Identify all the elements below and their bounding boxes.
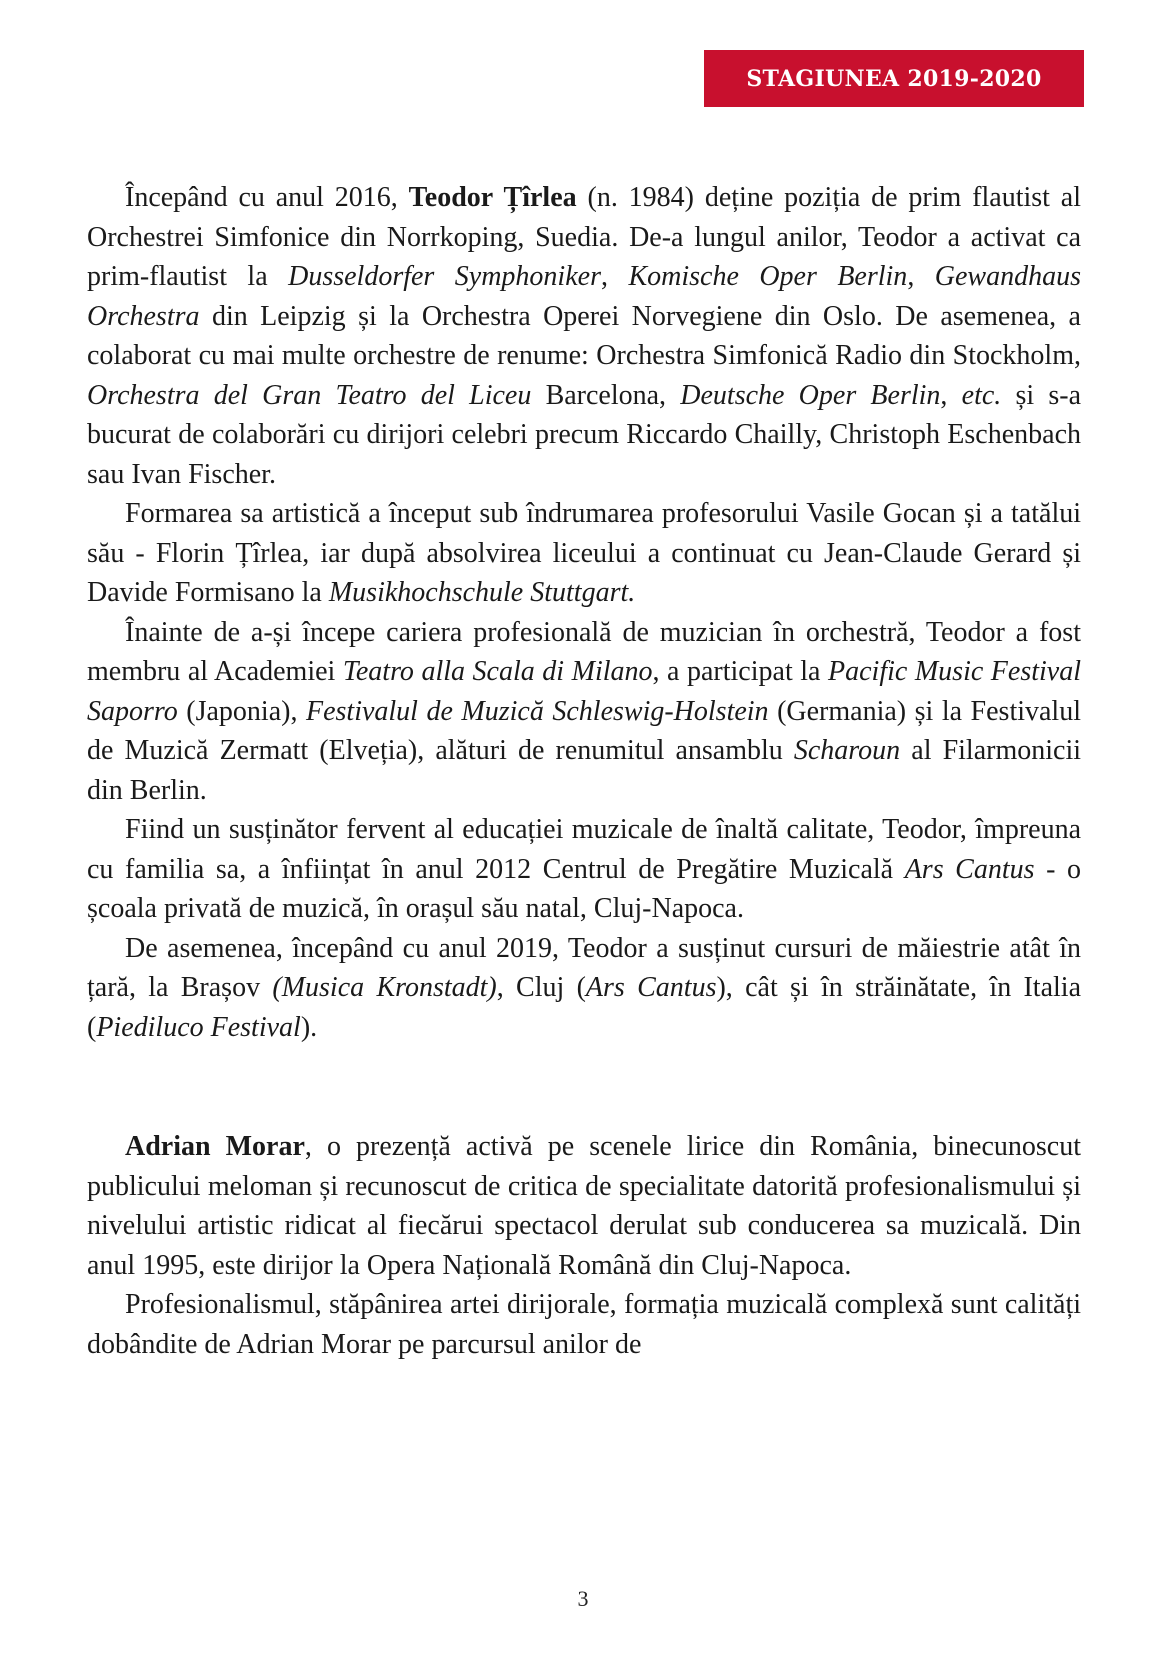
season-banner-text: STAGIUNEA 2019-2020 bbox=[746, 65, 1042, 92]
bio-tirlea-paragraph-1 bbox=[87, 178, 1081, 494]
artist-name-morar: Adrian Morar bbox=[125, 1131, 305, 1162]
text-run: Înainte de a-și începe cariera profesională de muzician în orchestră, Teodor a fost membru al Academiei bbox=[87, 616, 1081, 687]
festival-name: Festivalul de Muzică Schleswig-Holstein bbox=[305, 695, 769, 727]
text-run: al Filarmonicii din Berlin. bbox=[87, 735, 1082, 806]
festival-name: (Musica Kronstadt) bbox=[272, 972, 497, 1003]
school-name: Ars Cantus bbox=[904, 853, 1035, 885]
text-run: (n. 1984) deține poziția de prim flautist al Orchestrei Simfonice din Norrkoping, Suedia. De-a lungul anilor, Teodor a activat ca prim-flautist la bbox=[87, 182, 1081, 292]
bio-tirlea-paragraph-5 bbox=[87, 929, 1081, 1048]
page-number: 3 bbox=[577, 1586, 589, 1611]
page-body bbox=[87, 178, 1081, 1364]
text-run: și s-a bucurat de colaborări cu dirijori celebri precum Riccardo Chailly, Christoph Eschenbach sau Ivan Fischer. bbox=[87, 379, 1082, 490]
text-run: , bbox=[600, 261, 629, 292]
bio-tirlea-paragraph-2 bbox=[87, 494, 1081, 613]
text-run: - o școala privată de muzică, în orașul său natal, Cluj-Napoca. bbox=[87, 853, 1081, 924]
text-run: ). bbox=[300, 1011, 318, 1043]
text-run: Profesionalismul, stăpânirea artei dirijorale, formația muzicală complexă sunt calități dobândite de Adrian Morar pe parcursul anilor de bbox=[87, 1289, 1081, 1360]
text-run: Fiind un susținător fervent al educației muzicale de înaltă calitate, Teodor, împreuna cu familia sa, a înființat în anul 2012 Centrul de Pregătire Muzicală bbox=[87, 814, 1081, 885]
school-name: Musikhochschule Stuttgart. bbox=[328, 577, 636, 608]
text-run: , Cluj ( bbox=[496, 972, 586, 1003]
text-run: , bbox=[940, 379, 962, 411]
text-run: , bbox=[907, 261, 935, 292]
text-run: din Leipzig și la Orchestra Operei Norvegiene din Oslo. De asemenea, a colaborat cu mai multe orchestre de renume: Orchestra Simfonică Radio din Stockholm, bbox=[87, 300, 1081, 371]
bio-tirlea-paragraph-4 bbox=[87, 810, 1081, 929]
artist-name-tirlea: Teodor Țîrlea bbox=[408, 182, 577, 213]
text-run-italic: etc. bbox=[961, 379, 1002, 411]
text-run: (Germania) și la Festivalul de Muzică Zermatt (Elveția), alături de renumitul ansamblu bbox=[87, 695, 1081, 766]
bio-morar-paragraph-2 bbox=[87, 1285, 1081, 1364]
school-name: Ars Cantus bbox=[585, 972, 717, 1003]
ensemble-name: Scharoun bbox=[793, 735, 901, 766]
text-run: , a participat la bbox=[652, 656, 829, 687]
text-run: Începând cu anul 2016, bbox=[125, 182, 409, 213]
orchestra-name: Dusseldorfer Symphoniker bbox=[288, 261, 601, 292]
festival-name: Piediluco Festival bbox=[96, 1011, 301, 1043]
orchestra-name: Gewandhaus Orchestra bbox=[87, 261, 1082, 332]
academy-name: Teatro alla Scala di Milano bbox=[342, 656, 653, 687]
text-run: (Japonia), bbox=[177, 695, 306, 727]
festival-name: Pacific Music Festival Saporro bbox=[87, 656, 1082, 727]
text-run: De asemenea, începând cu anul 2019, Teodor a susținut cursuri de măiestrie atât în țară, la Brașov bbox=[87, 932, 1081, 1003]
bio-tirlea-paragraph-3 bbox=[87, 613, 1081, 811]
season-banner bbox=[704, 50, 1084, 107]
text-run: ), cât și în străinătate, în Italia ( bbox=[87, 972, 1082, 1043]
orchestra-name: Orchestra del Gran Teatro del Liceu bbox=[87, 379, 532, 411]
orchestra-name: Komische Oper Berlin bbox=[628, 261, 908, 292]
bio-morar-paragraph-1 bbox=[87, 1127, 1081, 1285]
text-run: , o prezență activă pe scenele lirice din România, binecunoscut publicului meloman și recunoscut de critica de specialitate datorită profesionalismului și nivelului artistic ridicat al fiecărui spectacol derulat sub conducerea sa muzicală. Din anul 1995, este dirijor la Opera Națională Română din Cluj-Napoca. bbox=[87, 1131, 1081, 1281]
text-run: Barcelona, bbox=[531, 379, 681, 411]
orchestra-name: Deutsche Oper Berlin bbox=[680, 379, 941, 411]
text-run: Formarea sa artistică a început sub îndrumarea profesorului Vasile Gocan și a tatălui său - Florin Țîrlea, iar după absolvirea liceului a continuat cu Jean-Claude Gerard și Davide Formisano la bbox=[87, 498, 1081, 608]
